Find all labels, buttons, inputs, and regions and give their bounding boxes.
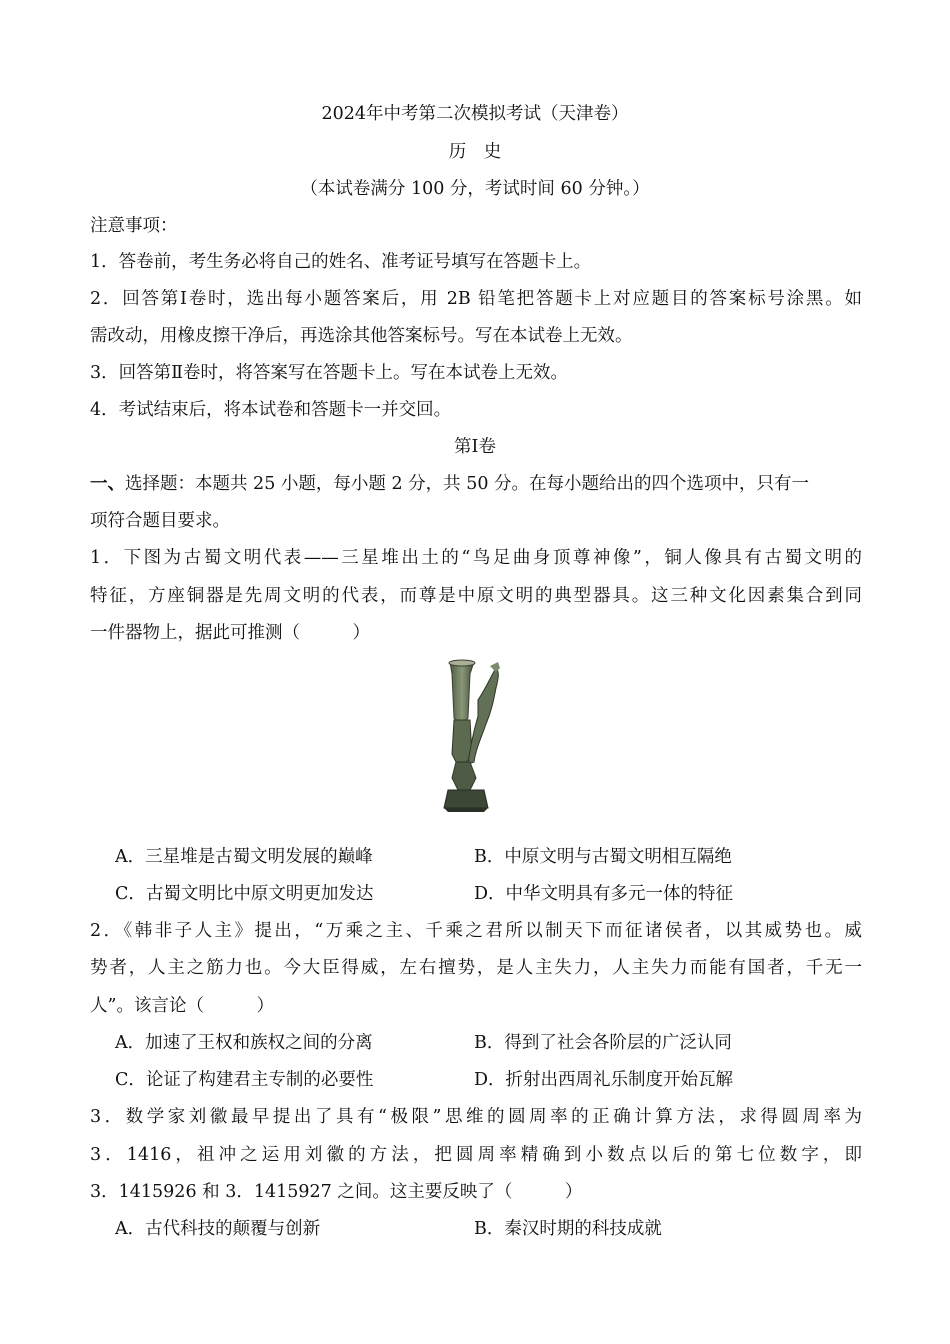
q2-stem-line2: 势者，人主之筋力也。今大臣得威，左右擅势，是人主失力，人主失力而能有国者，千无一 <box>90 958 862 978</box>
q1-option-c: C．古蜀文明比中原文明更加发达 <box>115 884 374 904</box>
q2-stem-line3: 人”。该言论（ ） <box>90 996 274 1016</box>
q1-stem-line2: 特征，方座铜器是先周文明的代表，而尊是中原文明的典型器具。这三种文化因素集合到同 <box>90 586 862 606</box>
q3-stem-line1: 3．数学家刘徽最早提出了具有“极限”思维的圆周率的正确计算方法，求得圆周率为 <box>90 1107 862 1127</box>
q1-option-d: D．中华文明具有多元一体的特征 <box>474 884 734 904</box>
q1-option-a: A．三星堆是古蜀文明发展的巅峰 <box>115 847 373 867</box>
q3-stem-line3: 3．1415926 和 3．1415927 之间。这主要反映了（ ） <box>90 1182 583 1202</box>
notice-item-2: 2．回答第Ⅰ卷时，选出每小题答案后，用 2B 铅笔把答题卡上对应题目的答案标号涂黑。如 <box>90 289 862 309</box>
q2-option-c: C．论证了构建君主专制的必要性 <box>115 1070 374 1090</box>
part-label: 一、 <box>90 474 125 494</box>
part-text: 选择题：本题共 25 小题，每小题 2 分，共 50 分。在每小题给出的四个选项中，只有一 <box>125 474 810 494</box>
q1-stem-line3: 一件器物上，据此可推测（ ） <box>90 623 370 643</box>
q3-stem-line2: 3．1416，祖冲之运用刘徽的方法，把圆周率精确到小数点以后的第七位数字，即 <box>90 1145 862 1165</box>
notice-item-4: 4．考试结束后，将本试卷和答题卡一并交回。 <box>90 400 452 420</box>
part-one-line2: 项符合题目要求。 <box>90 511 230 531</box>
q2-option-b: B．得到了社会各阶层的广泛认同 <box>474 1033 732 1053</box>
q3-option-b: B．秦汉时期的科技成就 <box>474 1219 662 1239</box>
notice-item-1: 1．答卷前，考生务必将自己的姓名、准考证号填写在答题卡上。 <box>90 252 592 272</box>
subject-title: 历 史 <box>448 142 502 162</box>
q3-option-a: A．古代科技的颠覆与创新 <box>115 1219 321 1239</box>
q1-option-b: B．中原文明与古蜀文明相互隔绝 <box>474 847 732 867</box>
notice-item-2-cont: 需改动，用橡皮擦干净后，再选涂其他答案标号。写在本试卷上无效。 <box>90 326 633 346</box>
exam-note: （本试卷满分 100 分，考试时间 60 分钟。） <box>300 179 650 199</box>
section-title: 第Ⅰ卷 <box>454 437 496 457</box>
notice-heading: 注意事项： <box>90 216 178 236</box>
q2-stem-line1: 2．《韩非子人主》提出，“万乘之主、千乘之君所以制天下而征诸侯者，以其威势也。威 <box>90 921 862 941</box>
part-one-line1 <box>90 472 862 496</box>
q1-stem-line1: 1．下图为古蜀文明代表——三星堆出土的“鸟足曲身顶尊神像”，铜人像具有古蜀文明的 <box>90 548 862 568</box>
bronze-statue-figure <box>440 658 510 814</box>
q2-option-a: A．加速了王权和族权之间的分离 <box>115 1033 373 1053</box>
exam-title: 2024年中考第二次模拟考试（天津卷） <box>321 104 629 124</box>
q2-option-d: D．折射出西周礼乐制度开始瓦解 <box>474 1070 734 1090</box>
notice-item-3: 3．回答第Ⅱ卷时，将答案写在答题卡上。写在本试卷上无效。 <box>90 363 569 383</box>
